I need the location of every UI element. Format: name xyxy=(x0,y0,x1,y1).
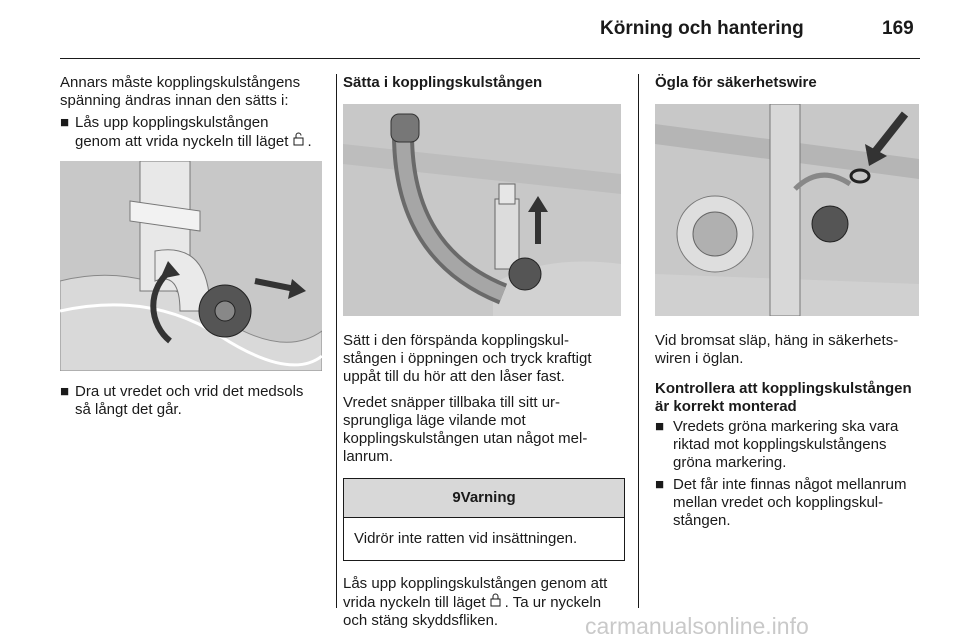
bullet-unlock: ■ Lås upp kopplingskulstången genom att vrida nyckeln till läget . xyxy=(60,114,312,150)
page-header-title: Körning och hantering xyxy=(600,18,804,39)
safety-wire-text: Vid bromsat släp, häng in säkerhets- wiren i öglan. xyxy=(655,332,899,367)
intro-text: Annars måste kopplingskulstångens spänning ändras innan den sätts i: xyxy=(60,74,301,109)
section-heading-check: Kontrollera att kopplingskulstången är korrekt monterad xyxy=(655,380,912,415)
insert-instructions: Sätt i den förspända kopplingskul- stången i öppningen och tryck kraftigt uppåt till du hör att den låser fast. xyxy=(343,332,592,385)
lock-icon xyxy=(490,594,505,610)
section-heading-insert: Sätta i kopplingskulstången xyxy=(343,74,543,91)
bullet-mark: ■ xyxy=(60,114,70,131)
bullet-pull-knob: ■ Dra ut vredet och vrid det medsols så långt det går. xyxy=(60,383,304,418)
column-3 xyxy=(655,74,923,530)
warning-text: Vidrör inte ratten vid insättningen. xyxy=(354,530,578,547)
lock-instructions: Lås upp kopplingskulstången genom att vrida nyckeln till läget . Ta ur nyckeln och stäng skyddsfliken. xyxy=(343,575,608,629)
bullet-mark: ■ xyxy=(655,418,665,435)
warning-title: Varning xyxy=(460,489,516,506)
bullet-mark: ■ xyxy=(60,383,70,400)
illustration-turn-knob xyxy=(60,161,322,371)
bullet-no-gap: ■ Det får inte finnas något mellanrum mellan vredet och kopplingskul- stången. xyxy=(655,476,907,529)
column-1 xyxy=(60,74,328,419)
bullet-green-mark: ■ Vredets gröna markering ska vara riktad mot kopplingskulstångens gröna markering. xyxy=(655,418,899,471)
page-number: 169 xyxy=(882,18,914,39)
bullet-mark: ■ xyxy=(655,476,665,493)
warning-header xyxy=(344,479,624,518)
section-heading-safety-eye: Ögla för säkerhetswire xyxy=(655,74,817,91)
illustration-safety-eye xyxy=(655,104,919,316)
warning-box xyxy=(343,478,625,561)
watermark: carmanualsonline.info xyxy=(585,613,809,639)
knob-snap-text: Vredet snäpper tillbaka till sitt ur- sprungliga läge vilande mot kopplingskulstången utan något mel- lanrum. xyxy=(343,394,588,465)
illustration-insert-ball xyxy=(343,104,621,316)
column-divider-2 xyxy=(638,74,639,608)
warning-triangle-icon: 9 xyxy=(452,489,461,506)
unlock-icon xyxy=(293,133,308,149)
column-2 xyxy=(343,74,625,630)
header-rule xyxy=(60,58,920,59)
column-divider-1 xyxy=(336,74,337,608)
